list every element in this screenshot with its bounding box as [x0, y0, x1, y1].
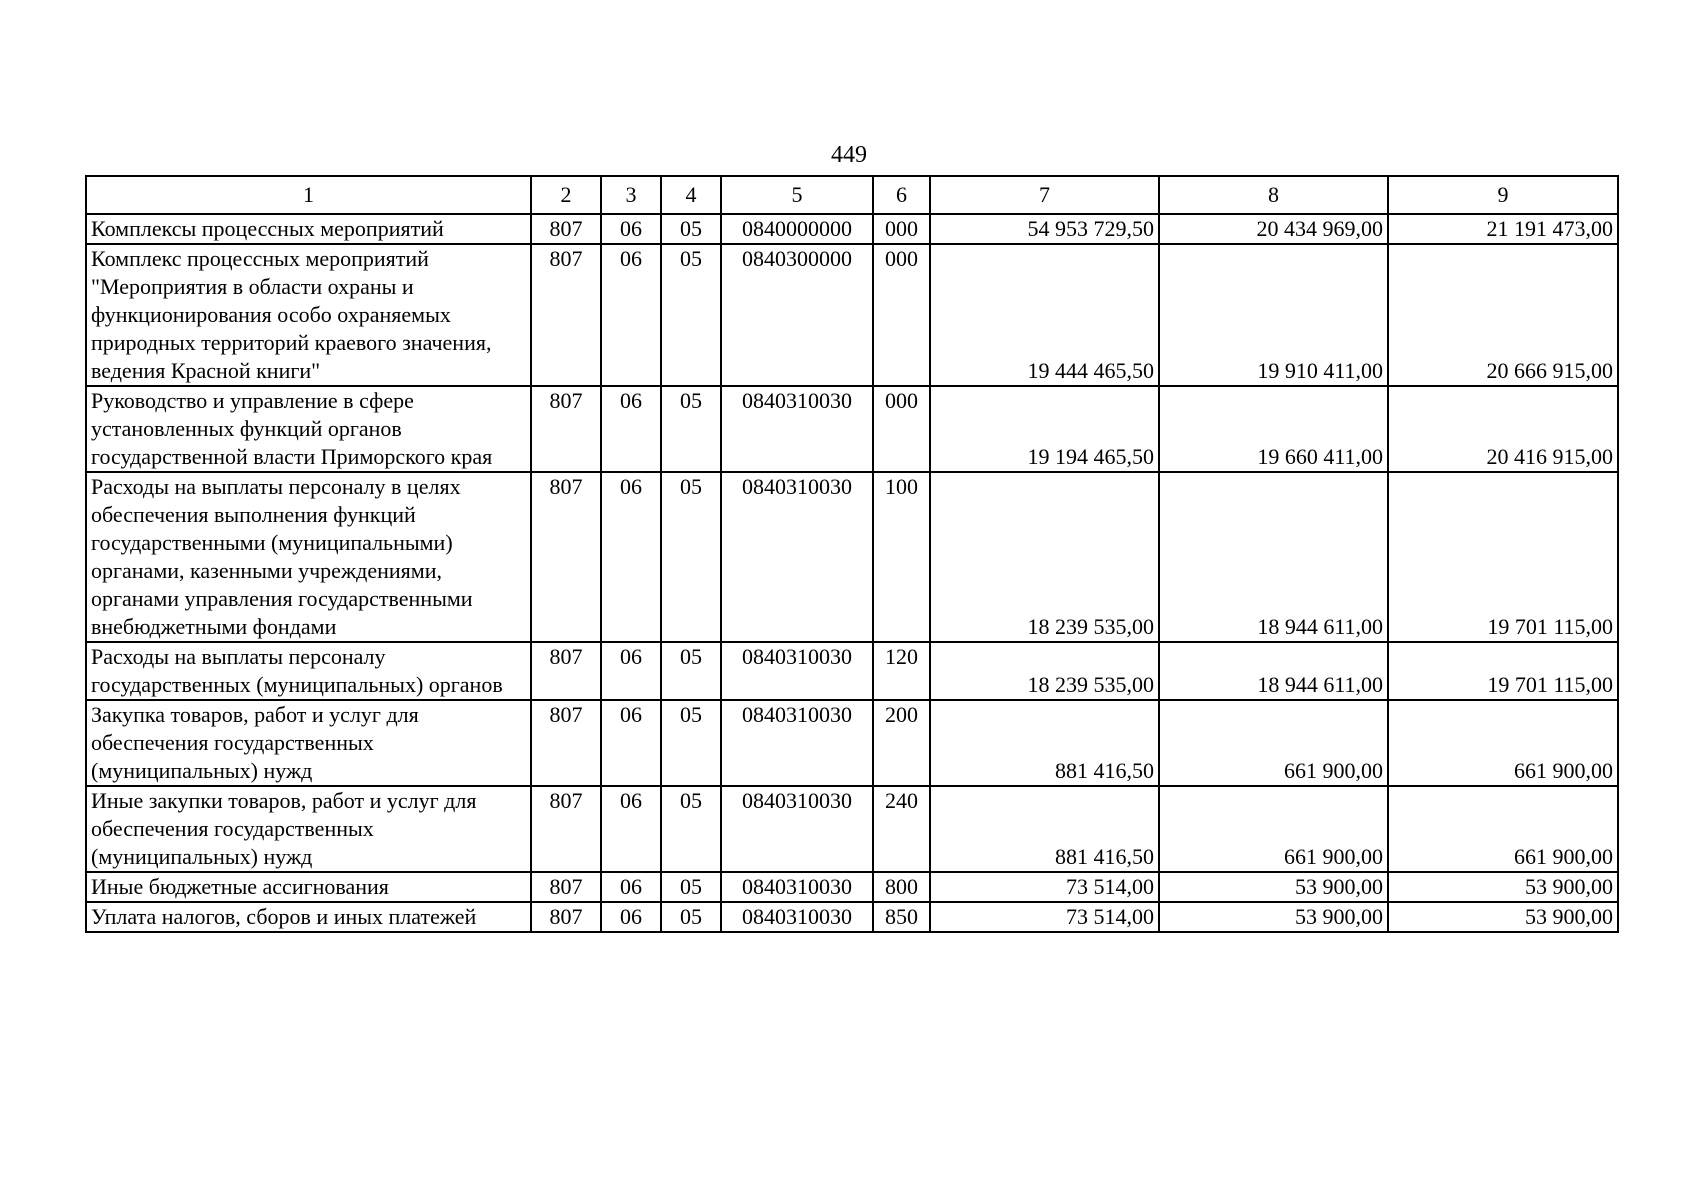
subsection-code-cell: 05 — [661, 472, 721, 642]
ministry-code-cell: 807 — [531, 872, 601, 902]
expense-name-cell: Руководство и управление в сфере установленных функций органов государственной власти Приморского края — [86, 386, 531, 472]
target-article-cell: 0840310030 — [721, 902, 873, 932]
amount-cell: 881 416,50 — [930, 786, 1159, 872]
budget-table — [85, 175, 1619, 933]
section-code-cell: 06 — [601, 786, 661, 872]
page-number: 449 — [831, 142, 867, 168]
expense-name-cell: Комплексы процессных мероприятий — [86, 214, 531, 244]
column-header: 3 — [601, 176, 661, 214]
column-header: 7 — [930, 176, 1159, 214]
subsection-code-cell: 05 — [661, 902, 721, 932]
subsection-code-cell: 05 — [661, 786, 721, 872]
amount-cell: 661 900,00 — [1388, 700, 1618, 786]
amount-cell: 661 900,00 — [1388, 786, 1618, 872]
amount-cell: 18 944 611,00 — [1159, 642, 1388, 700]
amount-cell: 661 900,00 — [1159, 700, 1388, 786]
section-code-cell: 06 — [601, 700, 661, 786]
section-code-cell: 06 — [601, 902, 661, 932]
table-row — [86, 214, 1618, 244]
expense-type-cell: 100 — [873, 472, 930, 642]
expense-name-cell: Закупка товаров, работ и услуг для обеспечения государственных (муниципальных) нужд — [86, 700, 531, 786]
expense-type-cell: 800 — [873, 872, 930, 902]
table-row — [86, 872, 1618, 902]
amount-cell: 881 416,50 — [930, 700, 1159, 786]
expense-type-cell: 000 — [873, 386, 930, 472]
amount-cell: 18 944 611,00 — [1159, 472, 1388, 642]
amount-cell: 18 239 535,00 — [930, 642, 1159, 700]
amount-cell: 661 900,00 — [1159, 786, 1388, 872]
section-code-cell: 06 — [601, 244, 661, 386]
target-article-cell: 0840300000 — [721, 244, 873, 386]
target-article-cell: 0840310030 — [721, 700, 873, 786]
section-code-cell: 06 — [601, 386, 661, 472]
amount-cell: 19 701 115,00 — [1388, 642, 1618, 700]
column-header: 9 — [1388, 176, 1618, 214]
section-code-cell: 06 — [601, 642, 661, 700]
amount-cell: 20 434 969,00 — [1159, 214, 1388, 244]
expense-name-cell: Комплекс процессных мероприятий "Мероприятия в области охраны и функционирования особо охраняемых природных территорий краевого значения, ведения Красной книги" — [86, 244, 531, 386]
amount-cell: 19 910 411,00 — [1159, 244, 1388, 386]
subsection-code-cell: 05 — [661, 244, 721, 386]
subsection-code-cell: 05 — [661, 872, 721, 902]
column-header: 4 — [661, 176, 721, 214]
table-row — [86, 786, 1618, 872]
target-article-cell: 0840310030 — [721, 642, 873, 700]
ministry-code-cell: 807 — [531, 214, 601, 244]
expense-type-cell: 240 — [873, 786, 930, 872]
column-number-row — [86, 176, 1618, 214]
column-header: 2 — [531, 176, 601, 214]
subsection-code-cell: 05 — [661, 214, 721, 244]
ministry-code-cell: 807 — [531, 386, 601, 472]
amount-cell: 53 900,00 — [1159, 902, 1388, 932]
column-header: 6 — [873, 176, 930, 214]
target-article-cell: 0840310030 — [721, 386, 873, 472]
expense-name-cell: Расходы на выплаты персоналу государственных (муниципальных) органов — [86, 642, 531, 700]
section-code-cell: 06 — [601, 214, 661, 244]
amount-cell: 53 900,00 — [1388, 902, 1618, 932]
expense-type-cell: 000 — [873, 214, 930, 244]
section-code-cell: 06 — [601, 472, 661, 642]
ministry-code-cell: 807 — [531, 902, 601, 932]
column-header: 1 — [86, 176, 531, 214]
amount-cell: 53 900,00 — [1388, 872, 1618, 902]
table-row — [86, 472, 1618, 642]
ministry-code-cell: 807 — [531, 472, 601, 642]
amount-cell: 54 953 729,50 — [930, 214, 1159, 244]
target-article-cell: 0840000000 — [721, 214, 873, 244]
table-row — [86, 386, 1618, 472]
ministry-code-cell: 807 — [531, 786, 601, 872]
column-header: 8 — [1159, 176, 1388, 214]
amount-cell: 21 191 473,00 — [1388, 214, 1618, 244]
target-article-cell: 0840310030 — [721, 472, 873, 642]
amount-cell: 73 514,00 — [930, 872, 1159, 902]
subsection-code-cell: 05 — [661, 642, 721, 700]
amount-cell: 19 194 465,50 — [930, 386, 1159, 472]
expense-type-cell: 120 — [873, 642, 930, 700]
amount-cell: 53 900,00 — [1159, 872, 1388, 902]
expense-type-cell: 200 — [873, 700, 930, 786]
amount-cell: 73 514,00 — [930, 902, 1159, 932]
amount-cell: 19 660 411,00 — [1159, 386, 1388, 472]
section-code-cell: 06 — [601, 872, 661, 902]
table-row — [86, 642, 1618, 700]
ministry-code-cell: 807 — [531, 244, 601, 386]
target-article-cell: 0840310030 — [721, 872, 873, 902]
subsection-code-cell: 05 — [661, 386, 721, 472]
table-row — [86, 244, 1618, 386]
amount-cell: 20 666 915,00 — [1388, 244, 1618, 386]
table-row — [86, 700, 1618, 786]
ministry-code-cell: 807 — [531, 642, 601, 700]
amount-cell: 19 444 465,50 — [930, 244, 1159, 386]
expense-type-cell: 000 — [873, 244, 930, 386]
expense-name-cell: Расходы на выплаты персоналу в целях обеспечения выполнения функций государственными (муниципальными) органами, казенными учреждениями, органами управления государственными внебюджетными фондами — [86, 472, 531, 642]
table-row — [86, 902, 1618, 932]
expense-type-cell: 850 — [873, 902, 930, 932]
expense-name-cell: Иные закупки товаров, работ и услуг для обеспечения государственных (муниципальных) нужд — [86, 786, 531, 872]
ministry-code-cell: 807 — [531, 700, 601, 786]
expense-name-cell: Иные бюджетные ассигнования — [86, 872, 531, 902]
amount-cell: 18 239 535,00 — [930, 472, 1159, 642]
target-article-cell: 0840310030 — [721, 786, 873, 872]
column-header: 5 — [721, 176, 873, 214]
amount-cell: 19 701 115,00 — [1388, 472, 1618, 642]
subsection-code-cell: 05 — [661, 700, 721, 786]
expense-name-cell: Уплата налогов, сборов и иных платежей — [86, 902, 531, 932]
amount-cell: 20 416 915,00 — [1388, 386, 1618, 472]
